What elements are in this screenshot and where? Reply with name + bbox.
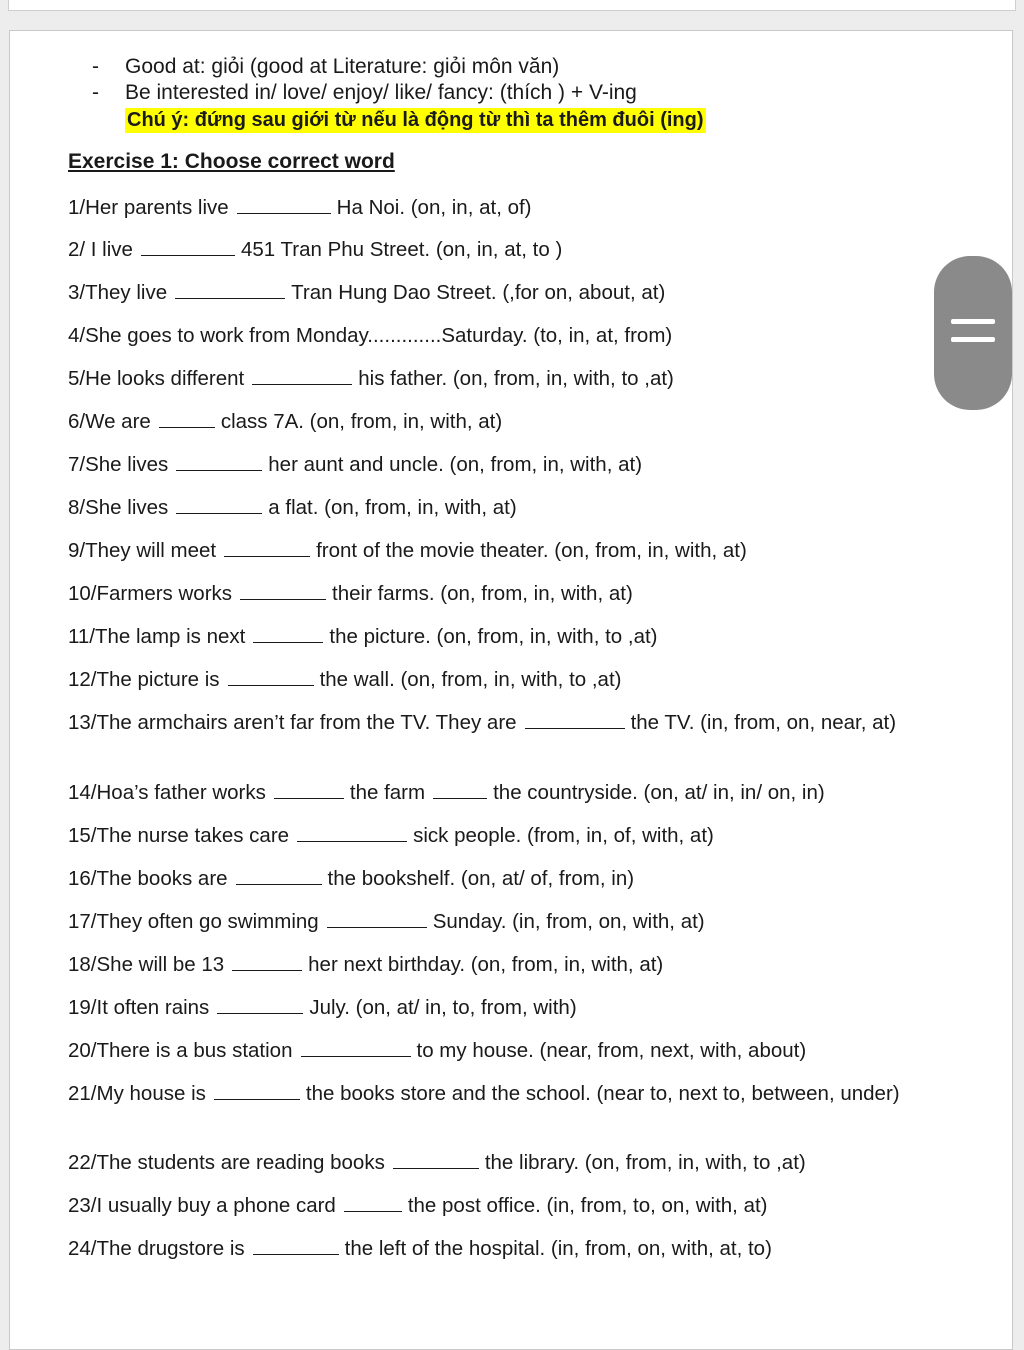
grip-line-icon [951,319,995,324]
question-17: 17/They often go swimming Sunday. (in, from, on, with, at) [68,910,705,933]
question-24: 24/The drugstore is the left of the hospital. (in, from, on, with, at, to) [68,1237,772,1260]
scroll-handle[interactable] [934,256,1012,410]
question-2: 2/ I live 451 Tran Phu Street. (on, in, at, to ) [68,238,563,261]
question-21: 21/My house is the books store and the school. (near to, next to, between, under) [68,1082,900,1105]
question-12: 12/The picture is the wall. (on, from, in, with, to ,at) [68,668,622,691]
question-10: 10/Farmers works their farms. (on, from, in, with, at) [68,582,633,605]
exercise-title: Exercise 1: Choose correct word [68,150,395,173]
highlighted-note: Chú ý: đứng sau giới từ nếu là động từ thì ta thêm đuôi (ing) [127,109,704,131]
bullet-text: Good at: giỏi (good at Literature: giỏi môn văn) [125,55,560,78]
question-8: 8/She lives a flat. (on, from, in, with, at) [68,496,517,519]
question-3: 3/They live Tran Hung Dao Street. (,for on, about, at) [68,281,666,304]
question-1: 1/Her parents live Ha Noi. (on, in, at, of) [68,196,532,219]
question-11: 11/The lamp is next the picture. (on, from, in, with, to ,at) [68,625,658,648]
previous-page-edge [8,0,1016,11]
question-22: 22/The students are reading books the library. (on, from, in, with, to ,at) [68,1151,806,1174]
question-5: 5/He looks different his father. (on, from, in, with, to ,at) [68,367,674,390]
question-18: 18/She will be 13 her next birthday. (on, from, in, with, at) [68,953,664,976]
question-20: 20/There is a bus station to my house. (near, from, next, with, about) [68,1039,807,1062]
question-7: 7/She lives her aunt and uncle. (on, from, in, with, at) [68,453,643,476]
question-6: 6/We are class 7A. (on, from, in, with, at) [68,410,503,433]
question-16: 16/The books are the bookshelf. (on, at/ of, from, in) [68,867,635,890]
question-15: 15/The nurse takes care sick people. (from, in, of, with, at) [68,824,714,847]
bullet-text: Be interested in/ love/ enjoy/ like/ fancy: (thích ) + V-ing [125,81,637,104]
question-14: 14/Hoa’s father works the farm the countryside. (on, at/ in, in/ on, in) [68,781,825,804]
grip-line-icon [951,337,995,342]
question-4: 4/She goes to work from Monday.............Saturday. (to, in, at, from) [68,324,673,347]
question-23: 23/I usually buy a phone card the post office. (in, from, to, on, with, at) [68,1194,768,1217]
question-19: 19/It often rains July. (on, at/ in, to, from, with) [68,996,577,1019]
question-13: 13/The armchairs aren’t far from the TV. They are the TV. (in, from, on, near, at) [68,711,897,734]
question-9: 9/They will meet front of the movie theater. (on, from, in, with, at) [68,539,747,562]
